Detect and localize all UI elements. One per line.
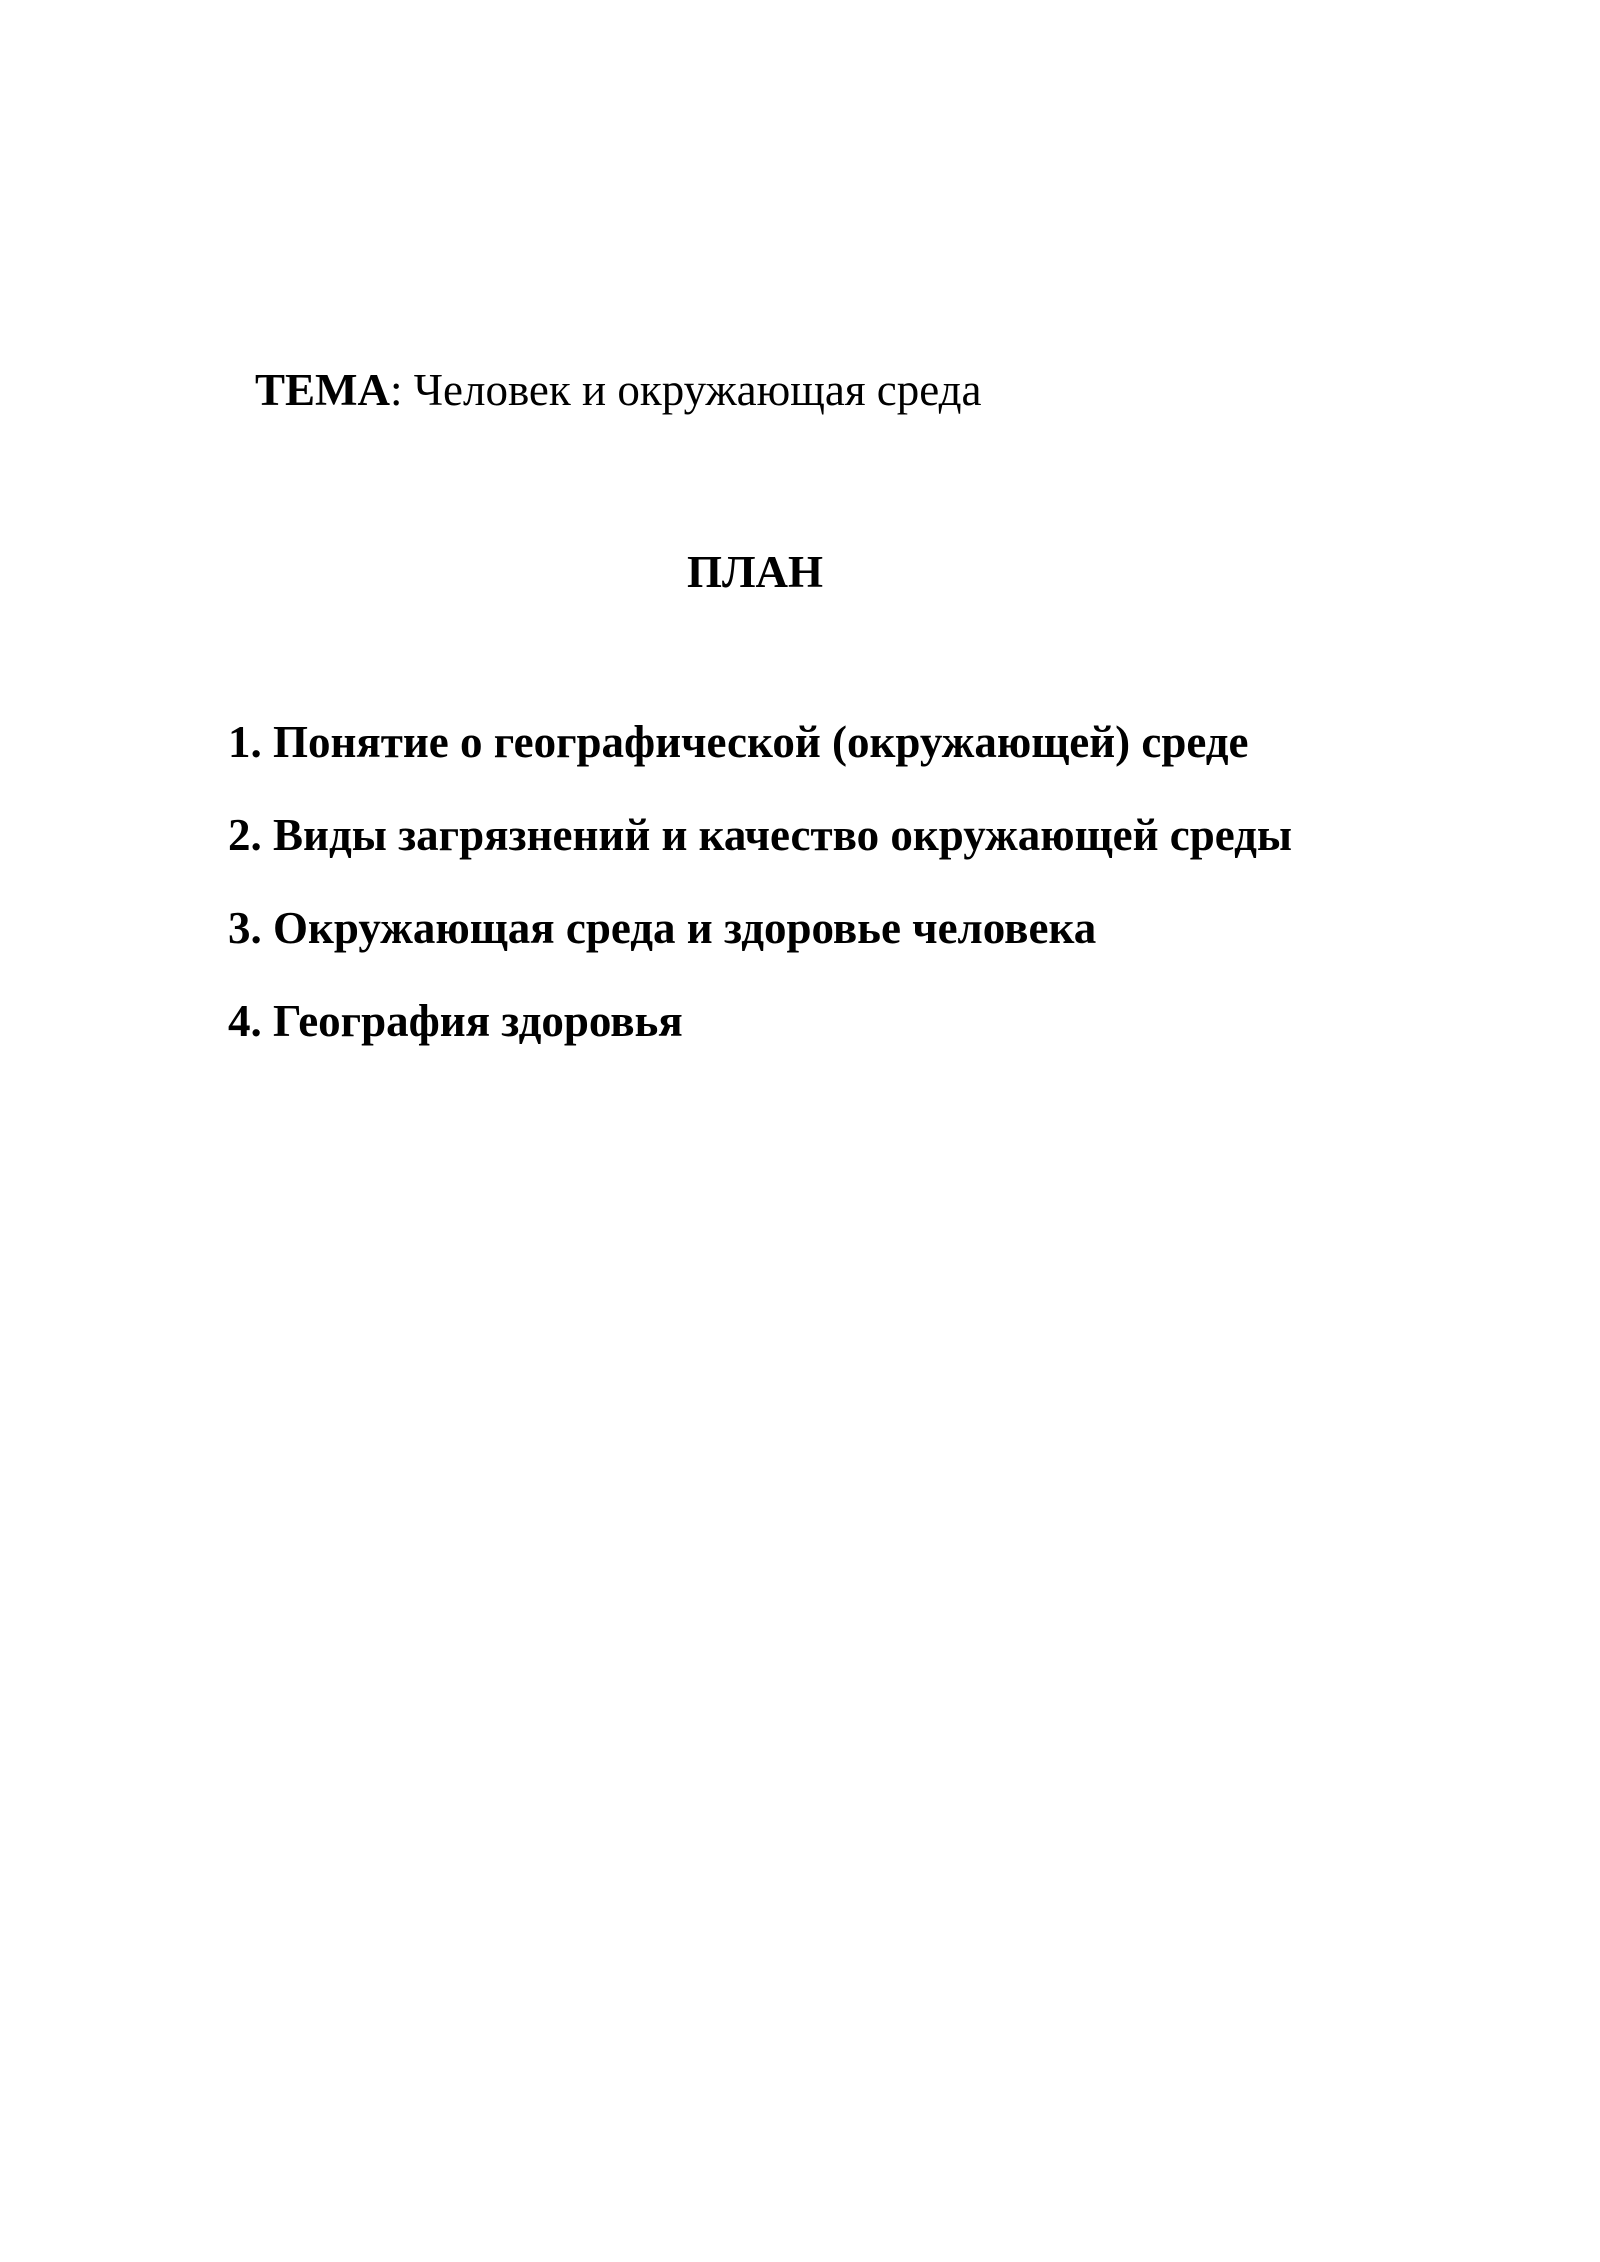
plan-item xyxy=(228,991,1292,1084)
plan-item-number: 2. xyxy=(228,810,262,860)
topic-line xyxy=(255,360,982,420)
topic-label: ТЕМА xyxy=(255,365,390,415)
plan-list xyxy=(228,712,1292,1084)
plan-heading: ПЛАН xyxy=(686,547,824,597)
plan-item-text: География здоровья xyxy=(273,996,683,1046)
plan-item-number: 3. xyxy=(228,903,262,953)
topic-text: Человек и окружающая среда xyxy=(413,365,982,415)
plan-item-number: 4. xyxy=(228,996,262,1046)
plan-item xyxy=(228,805,1292,898)
plan-item-text: Виды загрязнений и качество окружающей среды xyxy=(273,810,1293,860)
plan-item xyxy=(228,712,1292,805)
plan-item-text: Окружающая среда и здоровье человека xyxy=(273,903,1097,953)
plan-item-text: Понятие о географической (окружающей) среде xyxy=(273,717,1249,767)
plan-item xyxy=(228,898,1292,991)
topic-separator: : xyxy=(390,365,414,415)
plan-item-number: 1. xyxy=(228,717,262,767)
